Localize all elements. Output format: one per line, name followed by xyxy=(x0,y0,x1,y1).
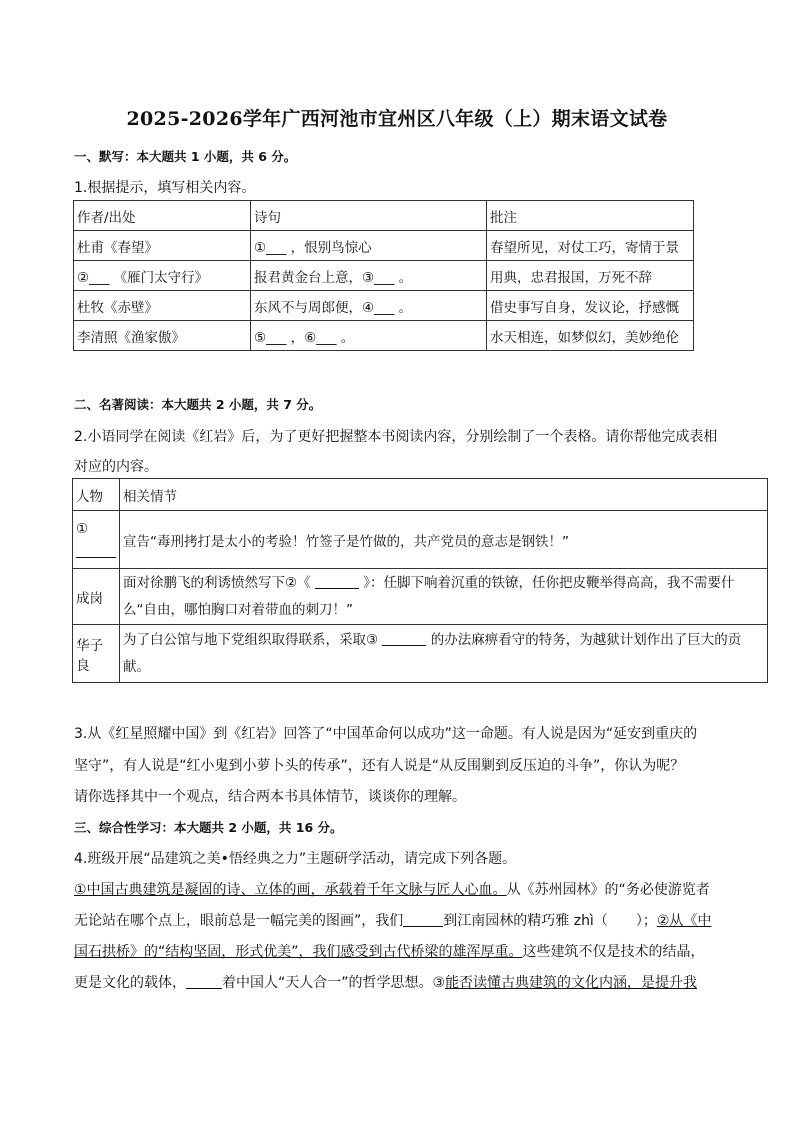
passage-text: 着中国人“天人合一”的哲学思想。③ xyxy=(222,975,446,991)
question-1: 1.根据提示，填写相关内容。 xyxy=(74,180,256,196)
header-cell: 人物 xyxy=(73,479,120,511)
table-cell xyxy=(120,625,768,683)
question-3-line-1: 3.从《红星照耀中国》到《红岩》回答了“中国革命何以成功”这一命题。有人说是因为“延安到重庆的 xyxy=(74,726,698,742)
passage-line xyxy=(74,879,710,899)
underlined-sentence-2: ②从《中 xyxy=(656,913,712,929)
recitation-table xyxy=(73,200,694,351)
table-row xyxy=(73,569,768,625)
table-row xyxy=(73,511,768,569)
plot-text: 面对徐鹏飞的利诱愤然写下②《 xyxy=(123,574,311,591)
table-cell: 报君黄金台上意，③___ 。 xyxy=(251,261,487,291)
answer-blank xyxy=(403,912,443,927)
table-cell: 用典，忠君报国，万死不辞 xyxy=(487,261,694,291)
table-cell: ⑤___ ，⑥___ 。 xyxy=(251,321,487,351)
section-1-heading: 一、默写：本大题共 1 小题，共 6 分。 xyxy=(74,149,297,164)
plot-text: 为了白公馆与地下党组织取得联系，采取③ xyxy=(123,631,379,648)
passage-text: 更是文化的载体， xyxy=(74,975,186,991)
table-row xyxy=(74,291,694,321)
answer-blank-2 xyxy=(315,574,359,589)
answer-blank-3 xyxy=(382,631,426,646)
table-cell: ①___ ，恨别鸟惊心 xyxy=(251,231,487,261)
section-2-heading: 二、名著阅读：本大题共 2 小题，共 7 分。 xyxy=(74,397,322,412)
table-cell: ②___ 《雁门太守行》 xyxy=(74,261,251,291)
question-2-line-2: 对应的内容。 xyxy=(74,459,158,475)
header-cell: 诗句 xyxy=(251,201,487,231)
table-cell: 成岗 xyxy=(73,569,120,625)
character-blank-1: ① xyxy=(76,521,89,537)
table-cell: 宣告“毒刑拷打是太小的考验！竹签子是竹做的，共产党员的意志是钢铁！” xyxy=(120,511,768,569)
table-row xyxy=(74,231,694,261)
passage-line xyxy=(74,972,697,992)
header-cell: 批注 xyxy=(487,201,694,231)
passage-text: 从《苏州园林》的“务必使游览者 xyxy=(506,882,710,898)
table-cell: 李清照《渔家傲》 xyxy=(74,321,251,351)
table-cell: 杜甫《春望》 xyxy=(74,231,251,261)
underlined-sentence-2: 国石拱桥》的“结构坚固，形式优美”，我们感受到古代桥梁的雄浑厚重。 xyxy=(74,944,523,960)
plot-text: 的办法麻痹看守的特务，为越狱计划作出了巨大的贡 xyxy=(430,631,742,648)
underlined-sentence-1: ①中国古典建筑是凝固的诗、立体的画，承载着千年文脉与匠人心血。 xyxy=(74,882,507,898)
header-cell: 作者/出处 xyxy=(74,201,251,231)
table-header-row xyxy=(74,201,694,231)
table-cell: 华子良 xyxy=(73,625,120,683)
table-row xyxy=(73,625,768,683)
table-row xyxy=(74,261,694,291)
plot-text: 么“自由，哪怕胸口对着带血的刺刀！” xyxy=(123,601,353,618)
question-2-line-1: 2.小语同学在阅读《红岩》后，为了更好把握整本书阅读内容，分别绘制了一个表格。请你帮他完成表相 xyxy=(74,429,718,445)
header-cell: 相关情节 xyxy=(120,479,768,511)
table-header-row xyxy=(73,479,768,511)
table-cell: 水天相连，如梦似幻，美妙绝伦 xyxy=(487,321,694,351)
table-cell xyxy=(120,569,768,625)
exam-title: 2025-2026学年广西河池市宜州区八年级（上）期末语文试卷 xyxy=(126,108,668,130)
blank-line xyxy=(76,557,116,558)
table-cell: 借史事写自身，发议论，抒感慨 xyxy=(487,291,694,321)
novel-table xyxy=(72,478,768,683)
passage-text: 这些建筑不仅是技术的结晶， xyxy=(522,944,705,960)
answer-blank xyxy=(186,974,222,989)
question-3-line-3: 请你选择其中一个观点，结合两本书具体情节，谈谈你的理解。 xyxy=(74,789,466,805)
table-cell: 杜牧《赤壁》 xyxy=(74,291,251,321)
question-3-line-2: 坚守”，有人说是“红小鬼到小萝卜头的传承”，还有人说是“从反围剿到反压迫的斗争”，你认为呢？ xyxy=(74,758,685,774)
passage-line xyxy=(74,910,711,930)
plot-text: 献。 xyxy=(123,658,150,675)
passage-line xyxy=(74,941,705,961)
underlined-sentence-3: 能否读懂古典建筑的文化内涵，是提升我 xyxy=(445,975,698,991)
section-3-heading: 三、综合性学习：本大题共 2 小题，共 16 分。 xyxy=(74,820,343,835)
question-4: 4.班级开展“品建筑之美•悟经典之力”主题研学活动，请完成下列各题。 xyxy=(74,851,517,867)
table-row xyxy=(74,321,694,351)
passage-text: 到江南园林的精巧雅 zhì（ ）； xyxy=(443,913,657,929)
plot-text: 》：任脚下响着沉重的铁镣，任你把皮鞭举得高高，我不需要什 xyxy=(363,574,735,591)
table-cell: 春望所见，对仗工巧，寄情于景 xyxy=(487,231,694,261)
passage-text: 无论站在哪个点上，眼前总是一幅完美的图画”，我们 xyxy=(74,913,404,929)
table-cell: 东风不与周郎便，④___ 。 xyxy=(251,291,487,321)
table-cell xyxy=(73,511,120,569)
